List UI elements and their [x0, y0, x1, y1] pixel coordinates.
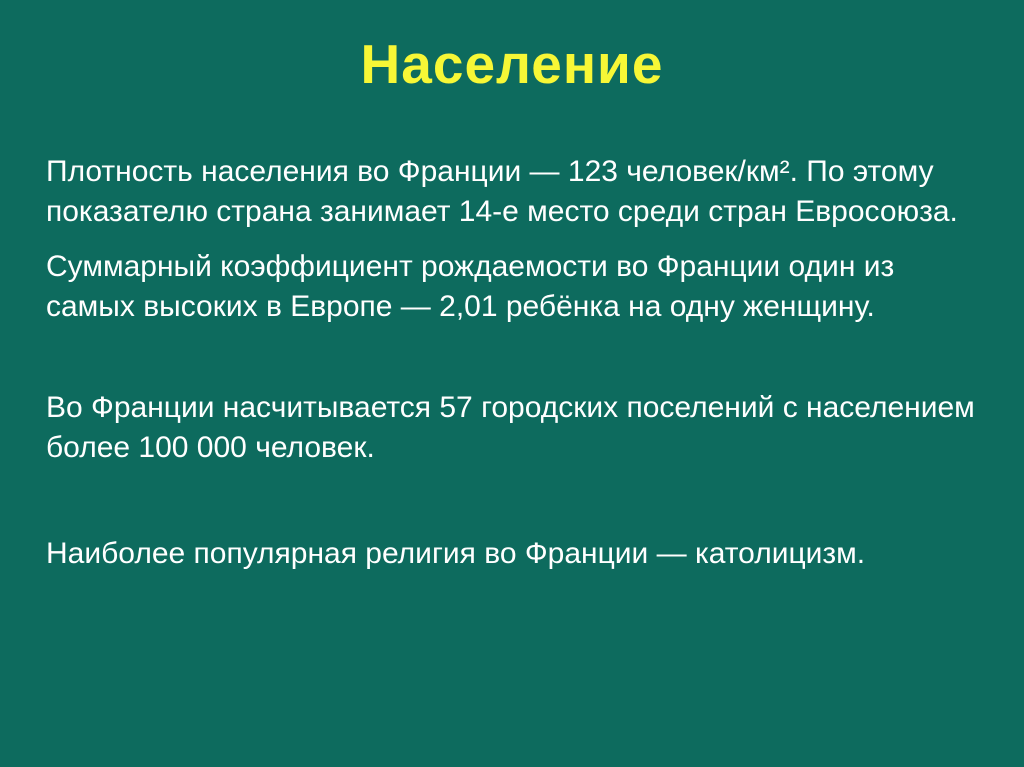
page-title: Население [360, 33, 664, 95]
slide-body [46, 152, 986, 573]
paragraph-religion: Наиболее популярная религия во Франции — католицизм. [46, 536, 866, 570]
paragraph-cities: Во Франции насчитывается 57 городских поселений с населением более 100 000 человек. [46, 391, 975, 464]
paragraph-fertility: Суммарный коэффициент рождаемости во Франции один из самых высоких в Европе — 2,01 ребёнка на одну женщину. [46, 250, 895, 323]
paragraph-density: Плотность населения во Франции — 123 человек/км². По этому показателю страна занимает 14-е место среди стран Евросоюза. [46, 155, 958, 228]
